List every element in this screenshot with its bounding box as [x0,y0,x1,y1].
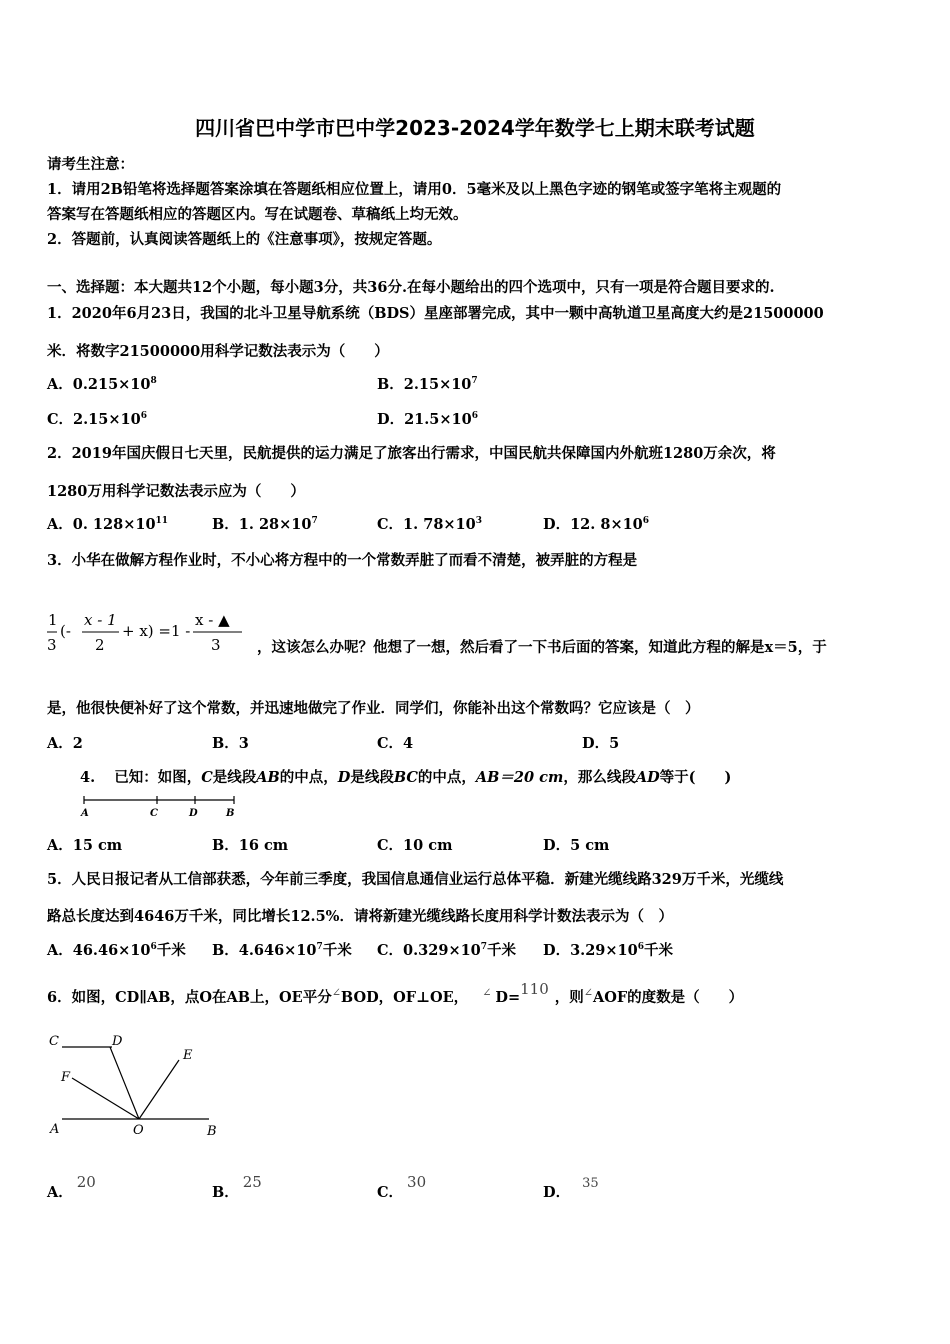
q5-option-d-label: D．3.29×10 [543,942,638,959]
q4-text1: 已知：如图， [114,769,202,786]
q6-stem [47,980,744,1007]
q3-eq-d2: 2 [95,636,105,654]
q3-line1: 3．小华在做解方程作业时，不小心将方程中的一个常数弄脏了而看不清楚，被弄脏的方程是 [47,552,638,569]
q1-option-d-label: D．21.5×10 [377,411,472,428]
q1-option-a-label: A．0.215×10 [47,376,151,393]
q5-option-a-unit: 千米 [156,942,186,959]
q3-eq-mid: + x) =1 - [122,622,191,640]
angle-symbol-2: ∠ [482,986,492,999]
q6-option-b-value: 25 [242,1173,262,1191]
q4-option-c[interactable]: C．10 cm [377,837,453,854]
q4-label-b: B [226,808,235,819]
q5-option-b-unit: 千米 [322,942,352,959]
q4-option-b[interactable]: B．16 cm [212,837,289,854]
q6-option-c-value: 30 [407,1173,427,1191]
q5-option-b[interactable] [212,939,352,960]
q6-option-c-label: C． [377,1184,404,1201]
q2-option-a-exp: 11 [155,516,169,526]
q3-eq-n2: x - 1 [84,611,117,629]
q6-option-a[interactable] [47,1173,96,1202]
q6-p5: AOF的度数是（ ） [593,989,744,1006]
q3-option-b[interactable]: B．3 [212,735,249,752]
q1-option-c-exp: 6 [140,411,147,421]
section-heading: 一、选择题：本大题共12个小题，每小题3分，共36分.在每小题给出的四个选项中，只有一项是符合题目要求的. [47,279,775,296]
q4-text4: 是线段 [350,769,394,786]
q2-option-b-exp: 7 [311,516,318,526]
q6-option-d-label: D． [543,1184,571,1201]
notice-line1a: 1．请用2B铅笔将选择题答案涂填在答题纸相应位置上，请用0．5毫米及以上黑色字迹的钢笔或签字笔将主观题的 [47,181,782,198]
q6-option-b-label: B． [212,1184,239,1201]
q6-label-c: C [49,1034,59,1049]
q2-option-d-exp: 6 [642,516,650,526]
q2-line1: 2．2019年国庆假日七天里，民航提供的运力满足了旅客出行需求，中国民航共保障国内外航班1280万余次，将 [47,445,776,462]
q6-label-o: O [133,1123,144,1138]
q5-option-c-exp: 7 [480,942,488,952]
q6-label-f: F [61,1070,71,1085]
q1-option-a[interactable] [47,373,157,394]
q5-option-b-label: B．4.646×10 [212,942,317,959]
q1-option-b-exp: 7 [471,376,478,386]
q5-option-d-exp: 6 [637,942,644,952]
q2-option-d-label: D．12. 8×10 [543,516,643,533]
q1-option-b-label: B．2.15×10 [377,376,472,393]
q1-option-c[interactable] [47,408,147,429]
q3-eq-n1: 1 [48,611,58,629]
q6-option-b[interactable] [212,1173,262,1202]
q4-c: C [201,769,213,786]
q4-label-c: C [150,808,158,819]
q5-option-d-unit: 千米 [643,942,673,959]
q3-line3: 是，他很快便补好了这个常数，并迅速地做完了作业．同学们，你能补出这个常数吗？它应该是（ ） [47,700,700,717]
q4-text7: 等于( ) [659,769,732,786]
q5-option-a-exp: 6 [150,942,157,952]
q6-option-c[interactable] [377,1173,427,1202]
q4-segment-figure [78,794,243,820]
q6-p1: 6．如图，CD∥AB，点O在AB上，OE平分 [47,989,332,1006]
q6-angle-figure [44,1028,224,1143]
q4-option-a[interactable]: A．15 cm [47,837,123,854]
q6-option-d[interactable] [543,1176,599,1202]
notice-line1b: 答案写在答题纸相应的答题区内。写在试题卷、草稿纸上均无效。 [47,206,468,223]
q5-line1: 5．人民日报记者从工信部获悉，今年前三季度，我国信息通信业运行总体平稳．新建光缆线路329万千米，光缆线 [47,871,784,888]
angle-symbol-1: ∠ [331,986,341,999]
q4-text3: 的中点， [279,769,338,786]
q4-ab: AB [256,769,280,786]
q6-option-d-value: 35 [582,1176,599,1191]
q6-label-d: D [112,1034,123,1049]
q2-option-b[interactable] [212,513,318,534]
q6-line-oe [139,1060,179,1119]
q4-text5: 的中点， [417,769,476,786]
angle-symbol-3: ∠ [583,986,593,999]
q3-option-d[interactable]: D．5 [582,735,620,752]
q4-label-a: A [81,808,89,819]
notice-line2: 2．答题前，认真阅读答题纸上的《注意事项》，按规定答题。 [47,231,442,248]
q4-ad: AD [635,769,660,786]
q4-text2: 是线段 [212,769,257,786]
q3-eq-n3: x - ▲ [195,611,230,629]
q6-option-a-value: 20 [76,1173,96,1191]
q2-option-b-label: B．1. 28×10 [212,516,312,533]
q6-label-a: A [50,1122,60,1137]
q5-option-a-label: A．46.46×10 [47,942,151,959]
q4-num: 4. [80,769,96,786]
q5-line2: 路总长度达到4646万千米，同比增长12.5%．请将新建光缆线路长度用科学计数法表示为（ ） [47,908,673,925]
q4-label-d: D [189,808,198,819]
q3-option-c[interactable]: C．4 [377,735,414,752]
q6-value: 110 [520,980,549,998]
q6-option-a-label: A． [47,1184,73,1201]
page-title: 四川省巴中学市巴中学2023-2024学年数学七上期末联考试题 [195,116,755,140]
q1-option-d[interactable] [377,408,478,429]
q1-option-a-exp: 8 [150,376,157,386]
q5-option-b-exp: 7 [316,942,323,952]
q1-line2: 米．将数字21500000用科学记数法表示为（ ） [47,343,389,360]
q6-p3: D= [495,989,521,1006]
q3-equation [44,604,259,658]
q1-line1: 1．2020年6月23日，我国的北斗卫星导航系统（BDS）星座部署完成，其中一颗中高轨道卫星高度大约是21500000 [47,305,824,322]
q4-bc: BC [393,769,418,786]
q3-eq-lp: (- [60,622,71,640]
q2-option-a[interactable] [47,513,168,534]
q2-option-a-label: A．0. 128×10 [47,516,156,533]
q6-label-b: B [207,1124,217,1139]
q5-option-d[interactable] [543,939,673,960]
q6-line-od [110,1047,139,1119]
q1-option-d-exp: 6 [471,411,478,421]
q5-option-c[interactable] [377,939,516,960]
q5-option-a[interactable] [47,939,186,960]
q4-d: D [337,769,351,786]
q1-option-c-label: C．2.15×10 [47,411,141,428]
q6-p4: ，则 [554,989,584,1006]
q4-condition: AB＝20 cm [475,769,564,786]
q3-after-eq: ，这该怎么办呢？他想了一想，然后看了一下书后面的答案，知道此方程的解是x＝5，于 [257,639,827,656]
q2-line2: 1280万用科学记数法表示应为（ ） [47,483,305,500]
q1-option-b[interactable] [377,373,478,394]
notice-heading: 请考生注意： [47,156,134,173]
q2-option-c[interactable] [377,513,482,534]
q6-label-e: E [183,1048,193,1063]
q6-p2: BOD，OF⊥OE， [340,989,469,1006]
q5-option-c-unit: 千米 [487,942,517,959]
q3-eq-d3: 3 [211,636,221,654]
q4-stem [80,766,731,787]
q4-option-d[interactable]: D．5 cm [543,837,610,854]
q2-option-c-label: C．1. 78×10 [377,516,476,533]
q4-text6: ，那么线段 [563,769,636,786]
q2-option-d[interactable] [543,513,649,534]
q2-option-c-exp: 3 [475,516,482,526]
q3-eq-d1: 3 [47,636,57,654]
q3-option-a[interactable]: A．2 [47,735,83,752]
q5-option-c-label: C．0.329×10 [377,942,481,959]
q6-line-of [72,1078,139,1119]
